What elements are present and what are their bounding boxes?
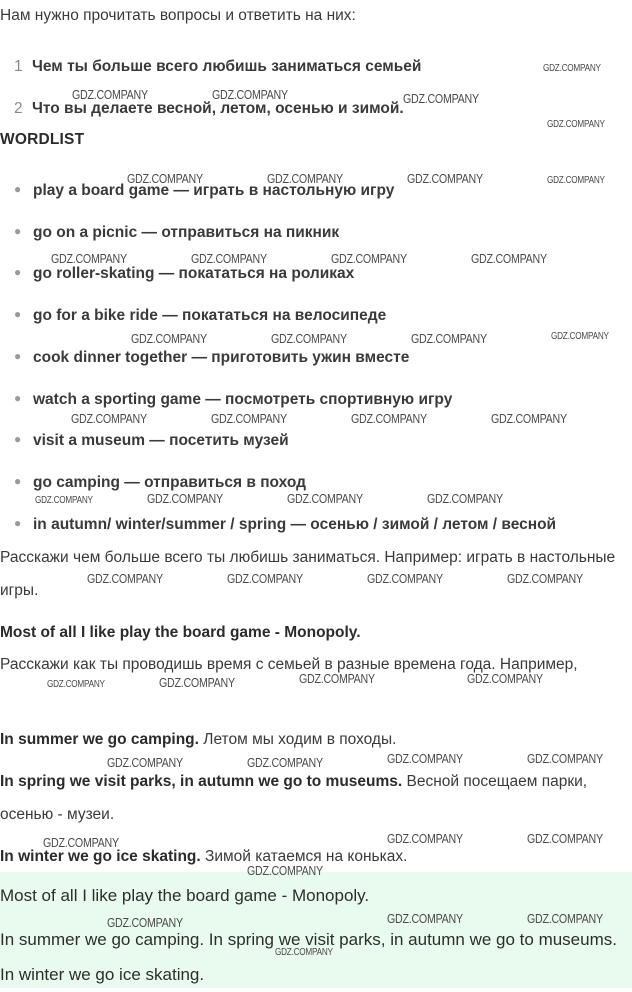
final-answer-line-1: Most of all I like play the board game - Monopoly. <box>0 886 370 905</box>
wordlist-item-text: in autumn/ winter/summer / spring — осенью / зимой / летом / весной <box>33 516 557 533</box>
bullet-icon: ● <box>14 516 22 530</box>
wordlist-item <box>14 224 339 242</box>
season-english: In summer we go camping. <box>0 731 199 748</box>
wordlist-item <box>14 265 354 283</box>
watermark: GDZ.COMPANY <box>72 87 148 102</box>
bullet-icon: ● <box>14 432 22 446</box>
bullet-icon: ● <box>14 349 22 363</box>
watermark: GDZ.COMPANY <box>107 755 183 770</box>
watermark: GDZ.COMPANY <box>387 911 463 926</box>
question-1 <box>14 58 421 76</box>
watermark: GDZ.COMPANY <box>87 571 163 586</box>
watermark: GDZ.COMPANY <box>547 175 605 186</box>
bullet-icon: ● <box>14 391 22 405</box>
wordlist-item-text: go on a picnic — отправиться на пикник <box>33 224 340 241</box>
bullet-icon: ● <box>14 265 22 279</box>
wordlist-item-text: play a board game — играть в настольную игру <box>33 182 395 199</box>
watermark: GDZ.COMPANY <box>387 831 463 846</box>
wordlist-item <box>14 474 306 492</box>
wordlist-item <box>14 391 452 409</box>
watermark: GDZ.COMPANY <box>299 671 375 686</box>
season-english: In winter we go ice skating. <box>0 848 201 865</box>
wordlist-item-text: go camping — отправиться в поход <box>33 474 306 491</box>
watermark: GDZ.COMPANY <box>227 571 303 586</box>
watermark: GDZ.COMPANY <box>411 331 487 346</box>
wordlist-item-text: cook dinner together — приготовить ужин вместе <box>33 349 410 366</box>
watermark: GDZ.COMPANY <box>287 491 363 506</box>
wordlist-title: WORDLIST <box>0 131 85 148</box>
watermark: GDZ.COMPANY <box>211 411 287 426</box>
wordlist-item <box>14 307 386 325</box>
season-line-2 <box>0 765 620 831</box>
watermark: GDZ.COMPANY <box>131 331 207 346</box>
season-russian: Весной посещаем парки, осенью - музеи. <box>0 773 588 823</box>
watermark: GDZ.COMPANY <box>35 495 93 506</box>
question-number: 2 <box>14 100 23 117</box>
watermark: GDZ.COMPANY <box>267 171 343 186</box>
watermark: GDZ.COMPANY <box>543 63 601 74</box>
task-2-text: Расскажи как ты проводишь время с семьей в разные времена года. Например, <box>0 656 578 673</box>
watermark: GDZ.COMPANY <box>212 87 288 102</box>
final-answer-line-2: In summer we go camping. In spring we visit parks, in autumn we go to museums. In winter we go ice skating. <box>0 930 617 984</box>
question-text: Что вы делаете весной, летом, осенью и зимой. <box>32 100 404 117</box>
watermark: GDZ.COMPANY <box>551 331 609 342</box>
watermark: GDZ.COMPANY <box>527 751 603 766</box>
final-answer <box>0 876 620 992</box>
wordlist-item <box>14 349 409 367</box>
watermark: GDZ.COMPANY <box>159 675 235 690</box>
wordlist-item <box>14 432 289 450</box>
wordlist-item-text: visit a museum — посетить музей <box>33 432 289 449</box>
question-number: 1 <box>14 58 23 75</box>
wordlist-item-text: go roller-skating — покататься на роликах <box>33 265 355 282</box>
watermark: GDZ.COMPANY <box>491 411 567 426</box>
watermark: GDZ.COMPANY <box>43 835 119 850</box>
watermark: GDZ.COMPANY <box>387 751 463 766</box>
watermark: GDZ.COMPANY <box>147 491 223 506</box>
watermark: GDZ.COMPANY <box>331 251 407 266</box>
watermark: GDZ.COMPANY <box>47 679 105 690</box>
answer-1-text: Most of all I like play the board game - Monopoly. <box>0 624 361 641</box>
watermark: GDZ.COMPANY <box>427 491 503 506</box>
season-russian: Зимой катаемся на коньках. <box>205 848 408 865</box>
watermark: GDZ.COMPANY <box>471 251 547 266</box>
watermark: GDZ.COMPANY <box>351 411 427 426</box>
watermark: GDZ.COMPANY <box>507 571 583 586</box>
bullet-icon: ● <box>14 474 22 488</box>
watermark: GDZ.COMPANY <box>527 911 603 926</box>
watermark: GDZ.COMPANY <box>191 251 267 266</box>
watermark: GDZ.COMPANY <box>407 171 483 186</box>
bullet-icon: ● <box>14 224 22 238</box>
watermark: GDZ.COMPANY <box>467 671 543 686</box>
watermark: GDZ.COMPANY <box>403 91 479 106</box>
wordlist-item <box>14 516 556 534</box>
season-russian: Летом мы ходим в походы. <box>203 731 397 748</box>
wordlist-item-text: go for a bike ride — покататься на велосипеде <box>33 307 387 324</box>
wordlist-item-text: watch a sporting game — посмотреть спортивную игру <box>33 391 453 408</box>
watermark: GDZ.COMPANY <box>275 947 333 958</box>
watermark: GDZ.COMPANY <box>527 831 603 846</box>
watermark: GDZ.COMPANY <box>247 755 323 770</box>
question-text: Чем ты больше всего любишь заниматься семьей <box>32 58 422 75</box>
watermark: GDZ.COMPANY <box>71 411 147 426</box>
watermark: GDZ.COMPANY <box>271 331 347 346</box>
bullet-icon: ● <box>14 307 22 321</box>
watermark: GDZ.COMPANY <box>51 251 127 266</box>
watermark: GDZ.COMPANY <box>367 571 443 586</box>
question-2 <box>14 100 404 118</box>
season-english: In spring we visit parks, in autumn we go to museums. <box>0 773 403 790</box>
intro-text: Нам нужно прочитать вопросы и ответить на них: <box>0 7 356 24</box>
watermark: GDZ.COMPANY <box>127 171 203 186</box>
task-1-text: Расскажи чем больше всего ты любишь заниматься. Например: играть в настольные игры. <box>0 549 616 599</box>
bullet-icon: ● <box>14 182 22 196</box>
watermark: GDZ.COMPANY <box>547 119 605 130</box>
watermark: GDZ.COMPANY <box>107 915 183 930</box>
watermark: GDZ.COMPANY <box>247 863 323 878</box>
